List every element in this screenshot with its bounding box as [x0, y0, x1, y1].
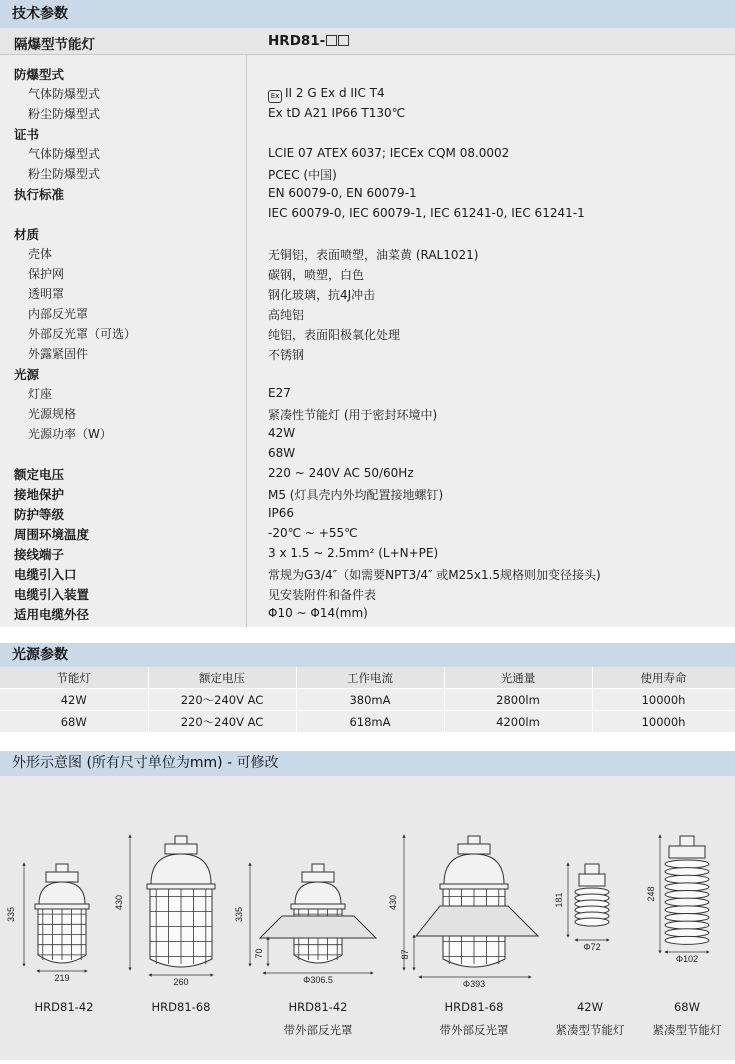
bulb-spiral — [665, 936, 709, 944]
spec-label: 接地保护 — [14, 487, 65, 502]
dimension-label: 248 — [646, 886, 656, 902]
spec-value-text: 高纯铝 — [268, 308, 305, 322]
drawing-caption: HRD81-42 — [288, 1000, 348, 1014]
product-row — [0, 28, 735, 54]
spec-value — [268, 486, 443, 503]
spec-value — [268, 586, 376, 603]
fixture-head — [46, 872, 78, 882]
lightsource-section-title: 光源参数 — [12, 647, 68, 663]
spec-value-text: 紧凑性节能灯 (用于密封环境中) — [268, 408, 438, 422]
spec-label: 证书 — [14, 127, 40, 142]
dimension-label: 219 — [54, 973, 70, 983]
drawing-subcaption: 紧凑型节能灯 — [555, 1023, 625, 1037]
table-cell: 10000h — [592, 689, 735, 711]
spec-value-text: EN 60079-0, EN 60079-1 — [268, 186, 417, 200]
spec-value — [268, 506, 294, 520]
dimension-label: 430 — [114, 894, 124, 911]
spec-value — [268, 326, 400, 343]
fixture-housing — [295, 882, 341, 904]
spec-label: 内部反光罩 — [28, 307, 89, 321]
drawing-caption: HRD81-42 — [34, 1000, 94, 1014]
table-cell: 10000h — [592, 711, 735, 733]
dimension-label: 430 — [388, 894, 398, 911]
bulb-spiral — [665, 913, 709, 921]
dimension-label: Φ306.5 — [303, 975, 333, 985]
drawings-svg — [0, 776, 735, 1060]
spec-value-text: 常规为G3/4″（如需要NPT3/4″ 或M25x1.5规格则加变径接头) — [268, 568, 601, 582]
spec-label: 电缆引入口 — [14, 567, 77, 582]
fixture-housing — [39, 882, 85, 904]
table-cell: 220～240V AC — [148, 711, 296, 733]
drawing-caption: 42W — [576, 1000, 604, 1014]
fixture-head — [165, 844, 197, 854]
bulb-spiral — [665, 929, 709, 937]
spec-value-text: M5 (灯具壳内外均配置接地螺钉) — [268, 488, 444, 502]
spec-value-text: IP66 — [268, 506, 295, 520]
drawing-caption: HRD81-68 — [151, 1000, 211, 1014]
spec-value-text: 3 x 1.5 ~ 2.5mm² (L+N+PE) — [268, 546, 439, 560]
spec-section-title: 技术参数 — [12, 6, 68, 22]
spec-value-text: 68W — [268, 446, 296, 460]
spec-value — [268, 606, 368, 620]
product-label: 隔爆型节能灯 — [14, 37, 95, 53]
dimension-label: 260 — [173, 977, 189, 987]
spec-value-text: Ex tD A21 IP66 T130℃ — [268, 106, 406, 120]
bulb-spiral — [665, 891, 709, 899]
dimension-label: 335 — [6, 906, 16, 923]
bulb-spiral — [665, 906, 709, 914]
spec-value-text: E27 — [268, 386, 291, 400]
reflector — [416, 906, 538, 936]
spec-label: 气体防爆型式 — [28, 87, 101, 101]
dimension-label: 87 — [400, 949, 410, 960]
bulb-neck — [579, 874, 605, 886]
spec-value-text: 不锈钢 — [268, 348, 305, 362]
spec-value — [268, 446, 295, 460]
fixture-flange — [147, 884, 215, 889]
fixture-flange — [291, 904, 345, 909]
spec-value — [268, 106, 405, 120]
spec-value-text: II 2 G Ex d IIC T4 — [285, 86, 385, 100]
spec-label: 粉尘防爆型式 — [28, 167, 101, 181]
drawing-caption: HRD81-68 — [444, 1000, 504, 1014]
table-cell: 618mA — [296, 711, 444, 733]
spec-value — [268, 426, 295, 440]
column-header: 额定电压 — [148, 667, 296, 689]
dimension-label: Φ72 — [583, 942, 601, 952]
spec-label: 透明罩 — [28, 287, 65, 301]
drawing-section-header — [0, 751, 735, 776]
table-cell: 42W — [0, 689, 148, 711]
table-cell: 4200lm — [444, 711, 592, 733]
spec-value-text: 220 ~ 240V AC 50/60Hz — [268, 466, 414, 480]
spec-value — [268, 86, 385, 103]
spec-label: 防爆型式 — [14, 67, 65, 82]
spec-label: 光源功率（W） — [28, 427, 112, 441]
table-cell: 220～240V AC — [148, 689, 296, 711]
table-cell: 68W — [0, 711, 148, 733]
spec-label: 电缆引入装置 — [14, 587, 90, 602]
spec-label: 壳体 — [28, 247, 53, 261]
bulb-spiral — [665, 868, 709, 876]
spec-value — [268, 206, 585, 220]
spec-value-text: 碳钢，喷塑，白色 — [268, 268, 365, 282]
spec-label: 防护等级 — [14, 507, 65, 522]
outline-drawings — [0, 776, 735, 1060]
drawing-subcaption: 带外部反光罩 — [283, 1023, 353, 1037]
spec-value — [268, 266, 364, 283]
spec-label: 光源 — [14, 367, 40, 382]
spec-value-text: PCEC (中国) — [268, 168, 337, 182]
spec-label: 接线端子 — [14, 547, 65, 562]
column-header: 光通量 — [444, 667, 592, 689]
spec-value-text: 42W — [268, 426, 296, 440]
spec-value — [268, 166, 337, 183]
bulb-spiral — [665, 883, 709, 891]
bulb-neck — [669, 846, 705, 858]
bulb-spiral — [575, 918, 609, 926]
table-header-row — [0, 667, 735, 689]
spec-label: 周围环境温度 — [14, 527, 90, 542]
lightsource-section-header — [0, 643, 735, 667]
spec-label: 外露紧固件 — [28, 347, 89, 361]
column-header: 节能灯 — [0, 667, 148, 689]
spec-value-text: LCIE 07 ATEX 6037; IECEx CQM 08.0002 — [268, 146, 510, 160]
spec-label: 执行标准 — [14, 187, 65, 202]
table-row — [0, 689, 735, 711]
cable-entry — [175, 836, 187, 844]
spec-label: 粉尘防爆型式 — [28, 107, 101, 121]
drawing-section-title: 外形示意图 (所有尺寸单位为mm) - 可修改 — [12, 755, 279, 771]
column-header: 使用寿命 — [592, 667, 735, 689]
placeholder-box-icon — [326, 35, 337, 46]
spec-label: 光源规格 — [28, 407, 77, 421]
bulb-base — [585, 864, 599, 874]
table-cell: 2800lm — [444, 689, 592, 711]
cable-entry — [312, 864, 324, 872]
spec-value-text: -20℃ ~ +55℃ — [268, 526, 358, 540]
spec-value — [268, 386, 291, 400]
spec-table — [0, 55, 735, 627]
bulb-base — [680, 836, 694, 846]
spec-label: 保护网 — [28, 267, 65, 281]
product-model — [268, 33, 349, 49]
drawing-caption: 68W — [673, 1000, 701, 1014]
spec-value-text: 纯铝，表面阳极氧化处理 — [268, 328, 401, 342]
spec-value — [268, 526, 358, 540]
spec-label: 材质 — [14, 227, 40, 242]
placeholder-box-icon — [338, 35, 349, 46]
dimension-label: 181 — [554, 892, 564, 908]
dimension-label: Φ102 — [675, 954, 699, 964]
lightsource-table — [0, 667, 735, 733]
bulb-spiral — [665, 921, 709, 929]
spec-label: 外部反光罩（可选） — [28, 327, 137, 341]
spec-value — [268, 306, 304, 323]
reflector — [260, 916, 376, 938]
fixture-housing — [444, 854, 504, 884]
table-row — [0, 711, 735, 733]
spec-value — [268, 146, 509, 160]
table-cell: 380mA — [296, 689, 444, 711]
spec-value-text: Φ10 ~ Φ14(mm) — [268, 606, 368, 620]
drawing-subcaption: 带外部反光罩 — [439, 1023, 509, 1037]
spec-label: 额定电压 — [14, 467, 65, 482]
spec-value — [268, 246, 478, 263]
spec-value-text: 钢化玻璃，抗4J冲击 — [268, 288, 376, 302]
spec-value-text: 无铜铝，表面喷塑，油菜黄 (RAL1021) — [268, 248, 479, 262]
spec-value-text: IEC 60079-0, IEC 60079-1, IEC 61241-0, IEC 61241-1 — [268, 206, 585, 220]
spec-label: 气体防爆型式 — [28, 147, 101, 161]
column-divider — [246, 55, 247, 627]
dimension-label: 335 — [234, 906, 244, 923]
dimension-label: Φ393 — [462, 979, 486, 989]
spec-value — [268, 346, 304, 363]
bulb-spiral — [665, 898, 709, 906]
spec-value — [268, 186, 417, 200]
spec-label: 适用电缆外径 — [14, 607, 90, 622]
cable-entry — [468, 836, 480, 844]
dimension-label: 70 — [254, 948, 264, 959]
model-prefix: HRD81- — [268, 33, 326, 49]
fixture-head — [302, 872, 334, 882]
spec-label: 灯座 — [28, 387, 53, 401]
fixture-flange — [35, 904, 89, 909]
spec-value-text: 见安装附件和备件表 — [268, 588, 377, 602]
column-header: 工作电流 — [296, 667, 444, 689]
bulb-spiral — [665, 875, 709, 883]
bulb-spiral — [665, 860, 709, 868]
fixture-head — [458, 844, 490, 854]
spec-value — [268, 406, 437, 423]
spec-value — [268, 546, 438, 560]
fixture-housing — [151, 854, 211, 884]
fixture-flange — [440, 884, 508, 889]
spec-value — [268, 566, 601, 583]
cable-entry — [56, 864, 68, 872]
ex-mark-icon: Ex — [268, 90, 282, 103]
drawing-subcaption: 紧凑型节能灯 — [652, 1023, 722, 1037]
spec-value — [268, 286, 375, 303]
spec-section-header — [0, 0, 735, 28]
spec-value — [268, 466, 414, 480]
